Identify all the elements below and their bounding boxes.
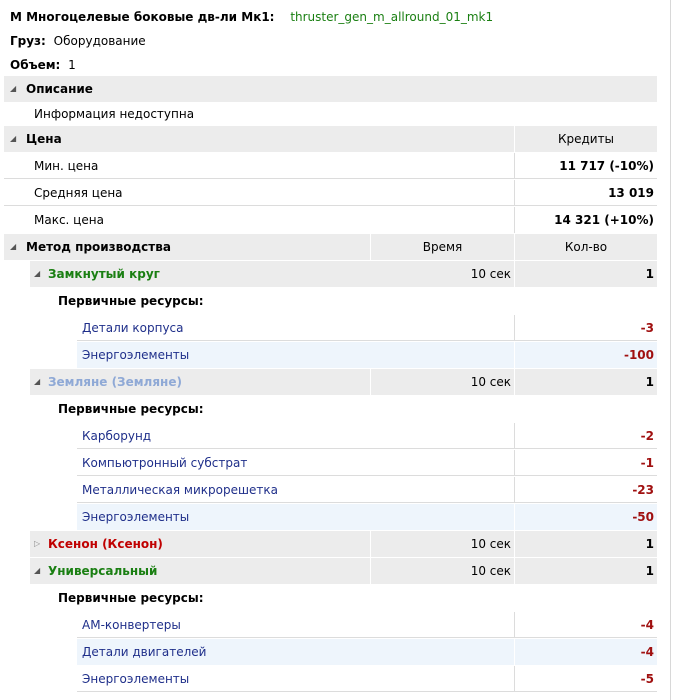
resource-value: -23 [632, 483, 654, 497]
resource-value: -4 [640, 645, 654, 659]
ware-id: thruster_gen_m_allround_01_mk1 [290, 10, 494, 24]
ware-title: М Многоцелевые боковые дв-ли Мк1: [10, 10, 275, 24]
method-row-closed-loop[interactable] [30, 261, 657, 287]
method-time: 10 сек [470, 375, 511, 389]
price-section-header[interactable] [4, 126, 657, 152]
method-qty: 1 [645, 564, 654, 578]
cargo-label: Груз: [10, 34, 46, 48]
production-label: Метод производства [26, 240, 171, 254]
price-row-label: Макс. цена [34, 213, 104, 227]
resource-name: Энергоэлементы [82, 672, 190, 686]
resource-name: Карборунд [82, 429, 152, 443]
method-name: Замкнутый круг [48, 267, 160, 281]
resource-name: Компьютронный субстрат [82, 456, 248, 470]
method-time: 10 сек [470, 564, 511, 578]
collapse-arrow-icon[interactable]: ◢ [10, 134, 17, 143]
volume-row [10, 52, 76, 78]
method-time: 10 сек [470, 267, 511, 281]
price-row-max [4, 207, 657, 233]
vertical-scrollbar[interactable] [671, 0, 682, 700]
qty-column-header: Кол-во [564, 240, 608, 254]
resource-name: Детали корпуса [82, 321, 184, 335]
expand-arrow-icon[interactable]: ▷ [34, 539, 41, 548]
description-row [4, 101, 657, 127]
method-qty: 1 [645, 537, 654, 551]
price-row-avg [4, 180, 657, 206]
resources-heading [30, 288, 657, 314]
collapse-arrow-icon[interactable]: ◢ [10, 84, 17, 93]
resource-row [77, 666, 657, 692]
method-row-universal[interactable] [30, 558, 657, 584]
method-time: 10 сек [470, 537, 511, 551]
production-section-header[interactable] [4, 234, 657, 260]
description-label: Описание [26, 82, 93, 96]
collapse-arrow-icon[interactable]: ◢ [34, 566, 41, 575]
resource-row [77, 423, 657, 449]
resource-row [77, 477, 657, 503]
resource-row [77, 342, 657, 368]
price-row-label: Мин. цена [34, 159, 99, 173]
resource-row [77, 315, 657, 341]
price-row-value: 14 321 (+10%) [554, 213, 654, 227]
resource-name: Металлическая микрорешетка [82, 483, 278, 497]
method-name: Земляне (Земляне) [48, 375, 182, 389]
description-text: Информация недоступна [34, 107, 195, 121]
volume-value: 1 [68, 58, 76, 72]
credits-column-header: Кредиты [557, 132, 615, 146]
resource-name: АМ-конвертеры [82, 618, 181, 632]
method-row-terran[interactable] [30, 369, 657, 395]
resources-heading [30, 585, 657, 611]
resources-heading [30, 396, 657, 422]
resource-value: -100 [623, 348, 654, 362]
price-label: Цена [26, 132, 62, 146]
description-section-header[interactable] [4, 76, 657, 102]
resource-row [77, 639, 657, 665]
resource-value: -2 [640, 429, 654, 443]
resources-label: Первичные ресурсы: [58, 591, 204, 605]
resource-name: Энергоэлементы [82, 348, 190, 362]
resources-label: Первичные ресурсы: [58, 294, 204, 308]
resource-value: -4 [640, 618, 654, 632]
collapse-arrow-icon[interactable]: ◢ [34, 269, 41, 278]
price-row-value: 13 019 [608, 186, 654, 200]
resource-row [77, 612, 657, 638]
cargo-row [10, 28, 146, 54]
method-qty: 1 [645, 267, 654, 281]
time-column-header: Время [422, 240, 463, 254]
resource-name: Энергоэлементы [82, 510, 190, 524]
price-row-value: 11 717 (-10%) [559, 159, 654, 173]
method-name: Универсальный [48, 564, 158, 578]
collapse-arrow-icon[interactable]: ◢ [34, 377, 41, 386]
resource-row [77, 504, 657, 530]
resource-value: -50 [632, 510, 654, 524]
ware-title-row [10, 4, 493, 30]
resource-value: -1 [640, 456, 654, 470]
resource-value: -3 [640, 321, 654, 335]
price-row-min [4, 153, 657, 179]
resource-name: Детали двигателей [82, 645, 207, 659]
resources-label: Первичные ресурсы: [58, 402, 204, 416]
method-name: Ксенон (Ксенон) [48, 537, 163, 551]
volume-label: Объем: [10, 58, 61, 72]
method-row-xenon[interactable] [30, 531, 657, 557]
price-row-label: Средняя цена [34, 186, 123, 200]
resource-row [77, 450, 657, 476]
cargo-value: Оборудование [53, 34, 146, 48]
resource-value: -5 [640, 672, 654, 686]
collapse-arrow-icon[interactable]: ◢ [10, 242, 17, 251]
method-qty: 1 [645, 375, 654, 389]
